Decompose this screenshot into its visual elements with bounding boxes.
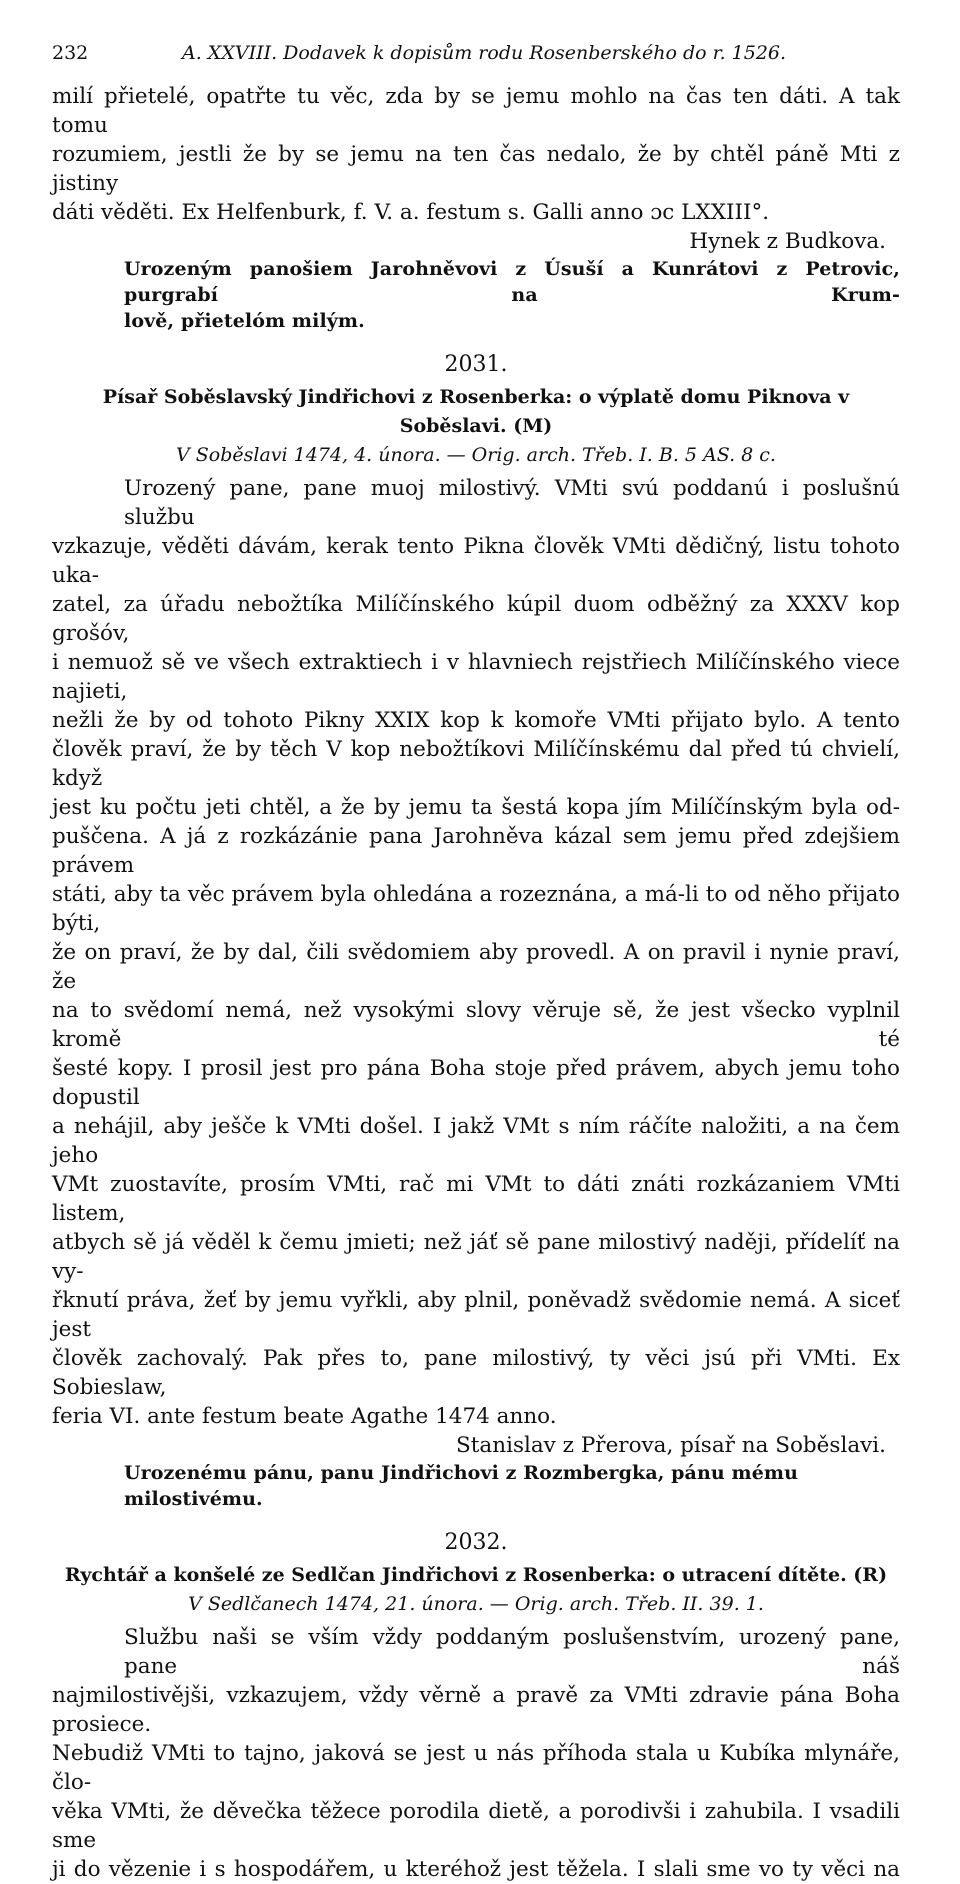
text-line: šesté kopy. I prosil jest pro pána Boha stoje před právem, abych jemu toho dopustil	[52, 1056, 900, 1110]
address	[52, 1460, 900, 1512]
text-line: nežli že by od tohoto Pikny XXIX kop k komoře VMti přijato bylo. A tento	[52, 708, 900, 733]
intro-paragraph	[52, 82, 900, 227]
document-summary: Písař Soběslavský Jindřichovi z Rosenberka: o výplatě domu Piknova v Soběslavi. (M)	[102, 386, 850, 437]
text-line: Nebudiž VMti to tajno, jaková se jest u nás příhoda stala u Kubíka mlynáře, člo-	[52, 1741, 900, 1795]
running-title: A. XXVIII. Dodavek k dopisům rodu Rosenberského do r. 1526.	[182, 42, 787, 64]
text-line: Urozený pane, pane muoj milostivý. VMti svú poddanú i poslušnú službu	[124, 476, 900, 530]
letter-body	[52, 474, 900, 1431]
text-line: na to svědomí nemá, než vysokými slovy věruje sě, že jest všecko vyplnil kromě té	[52, 998, 900, 1052]
document-summary: Rychtář a konšelé ze Sedlčan Jindřichovi z Rosenberka: o utracení dítěte. (R)	[64, 1564, 888, 1586]
signature: Hynek z Budkova.	[689, 229, 886, 254]
text-line: milí přietelé, opatřte tu věc, zda by se jemu mohlo na čas ten dáti. A tak tomu	[52, 84, 900, 138]
text-line: věka VMti, že děvečka těžece porodila dietě, a porodivši i zahubila. I vsadili sme	[52, 1799, 900, 1853]
text-line: že on praví, že by dal, čili svědomiem aby provedl. A on pravil i nynie praví, že	[52, 940, 900, 994]
page	[52, 42, 900, 1884]
running-header	[52, 42, 900, 82]
text-line: státi, aby ta věc právem byla ohledána a rozeznána, a má-li to od něho přijato býti,	[52, 882, 900, 936]
text-line: a nehájil, aby ješče k VMti došel. I jakž VMt s ním ráčíte naložiti, a na čem jeho	[52, 1114, 900, 1168]
text-line: Službu naši se vším vždy poddaným poslušenstvím, urozený pane, pane náš	[124, 1625, 900, 1679]
document-number: 2032.	[444, 1530, 508, 1555]
signature: Stanislav z Přerova, písař na Soběslavi.	[456, 1433, 886, 1458]
text-line: VMt zuostavíte, prosím VMti, rač mi VMt to dáti znáti rozkázaniem VMti listem,	[52, 1172, 900, 1226]
text-line: člověk zachovalý. Pak přes to, pane milostivý, ty věci jsú při VMti. Ex Sobieslaw,	[52, 1346, 900, 1400]
text-line: atbych sě já věděl k čemu jmieti; než jáť sě pane milostivý naději, přídelíť na vy-	[52, 1230, 900, 1284]
text-line: zatel, za úřadu nebožtíka Milíčínského kúpil duom odběžný za XXXV kop grošóv,	[52, 592, 900, 646]
document-source: V Sedlčanech 1474, 21. února. — Orig. arch. Třeb. II. 39. 1.	[188, 1593, 764, 1615]
text-line: rozumiem, jestli že by se jemu na ten čas nedalo, že by chtěl páně Mti z jistiny	[52, 142, 900, 196]
text-line: ji do vězenie i s hospodářem, u kteréhož jest těžela. I slali sme vo ty věci na	[52, 1857, 900, 1882]
text-line: řknutí práva, žeť by jemu vyřkli, aby plnil, poněvadž svědomie nemá. A siceť jest	[52, 1288, 900, 1342]
address	[52, 256, 900, 334]
address-line: Urozenému pánu, panu Jindřichovi z Rozmbergka, pánu mému milostivému.	[124, 1462, 799, 1510]
address-line: lově, přietelóm milým.	[124, 310, 365, 332]
page-number: 232	[52, 42, 89, 64]
text-line: feria VI. ante festum beate Agathe 1474 anno.	[52, 1404, 557, 1429]
text-line: člověk praví, že by těch V kop nebožtíkovi Milíčínskému dal před tú chvielí, když	[52, 737, 900, 791]
text-line: vzkazuje, věděti dávám, kerak tento Pikna člověk VMti dědičný, listu tohoto uka-	[52, 534, 900, 588]
document-number: 2031.	[444, 352, 508, 377]
text-line: dáti věděti. Ex Helfenburk, f. V. a. festum s. Galli anno ɔc LXXIII°.	[52, 200, 770, 225]
address-line: Urozeným panošiem Jarohněvovi z Úsuší a Kunrátovi z Petrovic, purgrabí na Krum-	[124, 258, 900, 306]
text-line: puščena. A já z rozkázánie pana Jarohněva kázal sem jemu před zdejšiem právem	[52, 824, 900, 878]
text-line: jest ku počtu jeti chtěl, a že by jemu ta šestá kopa jím Milíčínským byla od-	[52, 795, 900, 820]
letter-body	[52, 1623, 900, 1884]
text-line: najmilostivějši, vzkazujem, vždy věrně a pravě za VMti zdravie pána Boha prosiece.	[52, 1683, 900, 1737]
document-source: V Soběslavi 1474, 4. února. — Orig. arch. Třeb. I. B. 5 AS. 8 c.	[176, 444, 776, 466]
text-line: i nemuož sě ve všech extraktiech i v hlavniech rejstřiech Milíčínského viece najieti,	[52, 650, 900, 704]
